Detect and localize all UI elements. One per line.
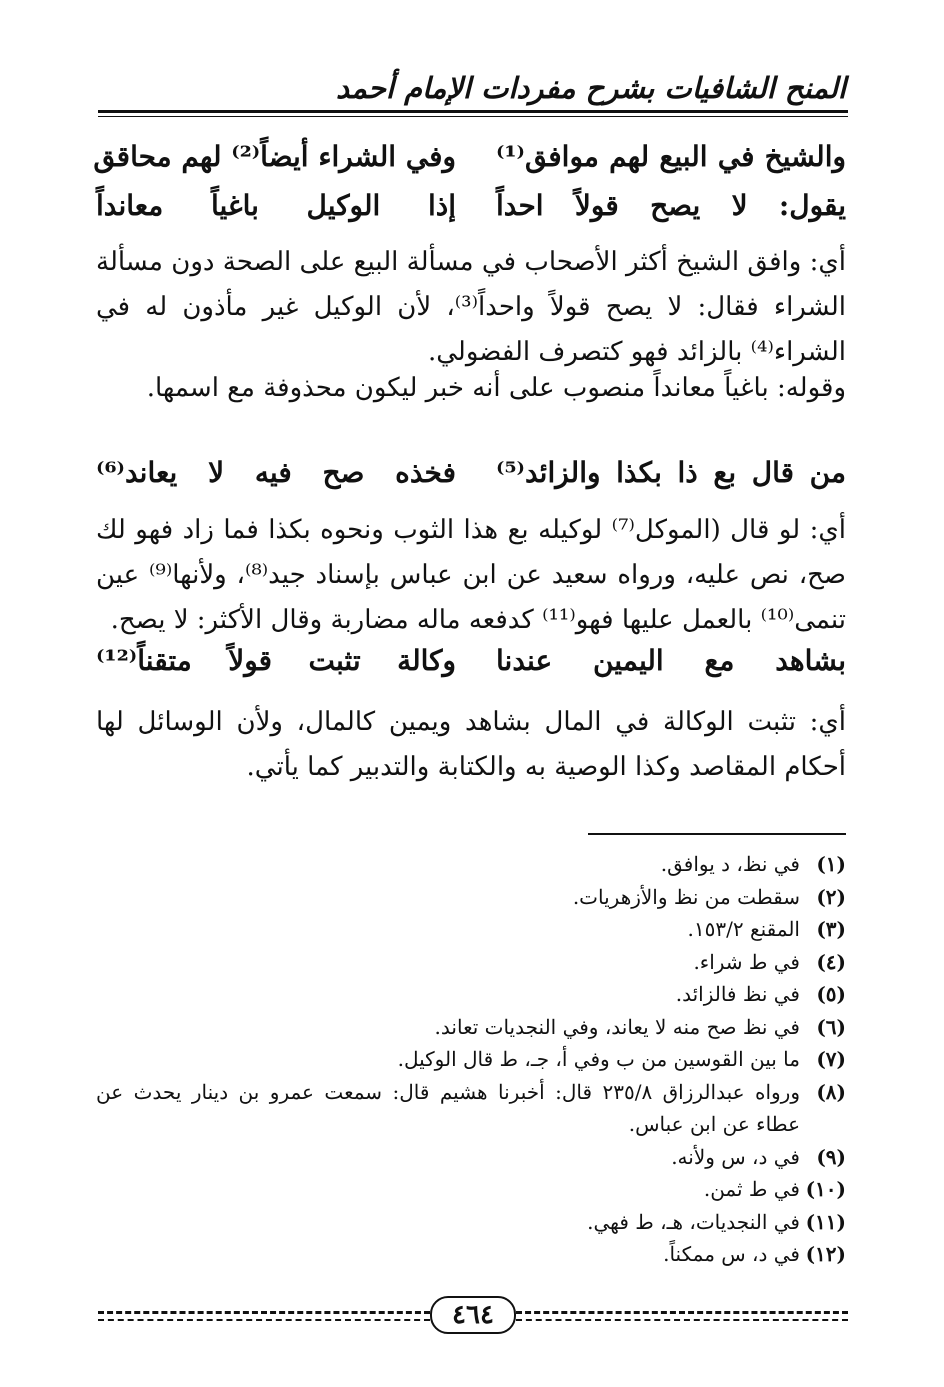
footnote-item <box>96 1076 846 1141</box>
footnote-text: في نظ، د يوافق. <box>660 852 800 876</box>
footer-dashed-rule-right <box>516 1311 848 1314</box>
footnote-number: (١) <box>816 852 846 876</box>
footnote-item <box>96 1011 846 1044</box>
footnote-text: في د، س ولأنه. <box>671 1144 800 1169</box>
page-number: ٤٦٤ <box>430 1296 516 1334</box>
footer-dashed-rule-right-lower <box>516 1319 848 1321</box>
paragraph-text: وقوله: باغياً معانداً منصوب على أنه خبر ليكون محذوفة مع اسمها. <box>146 373 846 403</box>
footnote-item <box>96 946 846 979</box>
footnote-number: (٤) <box>816 949 846 974</box>
footnote-number: (٧) <box>816 1047 846 1071</box>
verse-hemistich-first: بشاهد مع اليمين عندنا <box>496 644 846 677</box>
footer-dashed-rule-left <box>98 1311 430 1314</box>
footnote-number: (١٠) <box>805 1177 846 1201</box>
footnote-text: في نظ صح منه لا يعاند، وفي النجديات تعاند. <box>434 1014 800 1039</box>
footnote-number: (٩) <box>816 1144 846 1169</box>
verse-hemistich-first: من قال بع ذا بكذا والزائد⁽⁵⁾ <box>496 456 846 489</box>
footnote-item <box>96 1043 846 1076</box>
footnote-item <box>96 1141 846 1174</box>
footnote-number: (٥) <box>816 982 846 1006</box>
commentary-paragraph <box>96 240 846 375</box>
footer-dashed-rule-left-lower <box>98 1319 430 1321</box>
footnote-separator <box>588 833 846 835</box>
paragraph-text: أي: تثبت الوكالة في المال بشاهد ويمين كالمال، ولأن الوسائل لها أحكام المقاصد وكذا الوصية به والكتابة والتدبير كما يأتي. <box>96 707 846 782</box>
footnote-text: في النجديات، هـ، ط فهي. <box>587 1209 800 1234</box>
footnote-text: في ط ثمن. <box>703 1177 800 1201</box>
commentary-paragraph <box>96 366 846 411</box>
footnote-text: في د، س ممكناً. <box>663 1242 800 1266</box>
footnotes-list <box>96 848 846 1271</box>
footnote-item <box>96 1173 846 1206</box>
verse-line-4 <box>96 640 846 682</box>
commentary-paragraph <box>96 700 846 790</box>
verse-line-3 <box>96 452 846 494</box>
footnote-number: (٣) <box>816 917 846 941</box>
footnote-item <box>96 978 846 1011</box>
footnote-item <box>96 1238 846 1271</box>
footnote-number: (١٢) <box>805 1242 846 1266</box>
header-rule-thick <box>98 110 848 113</box>
footnote-text: ورواه عبدالرزاق ٢٣٥/٨ قال: أخبرنا هشيم قال: سمعت عمرو بن دينار يحدث عن عطاء عن ابن عباس. <box>96 1079 801 1136</box>
paragraph-text: أي: وافق الشيخ أكثر الأصحاب في مسألة البيع على الصحة دون مسألة الشراء فقال: لا يصح قولاً واحداً⁽³⁾، لأن الوكيل غير مأذون له في الشراء⁽⁴⁾ بالزائد فهو كتصرف الفضولي. <box>96 247 846 367</box>
verse-hemistich-first: يقول: لا يصح قولاً احداً <box>496 189 846 222</box>
verse-hemistich-first: والشيخ في البيع لهم موافق⁽¹⁾ <box>496 140 846 173</box>
footnote-text: ما بين القوسين من ب وفي أ، جـ، ط قال الوكيل. <box>397 1047 800 1071</box>
footnote-number: (١١) <box>805 1209 846 1234</box>
verse-line-2 <box>96 185 846 227</box>
footnote-number: (٦) <box>816 1014 846 1039</box>
footnote-text: سقطت من نظ والأزهريات. <box>572 884 800 909</box>
running-header-title: المنح الشافيات بشرح مفردات الإمام أحمد <box>336 71 846 105</box>
verse-hemistich-second: وكالة تثبت قولاً متقناً⁽¹²⁾ <box>96 644 456 677</box>
paragraph-text: أي: لو قال (الموكل⁽⁷⁾ لوكيله بع هذا الثوب ونحوه بكذا فما زاد فهو لك صح، نص عليه، ورواه سعيد عن ابن عباس بإسناد جيد⁽⁸⁾، ولأنها⁽⁹⁾ عين تنمى⁽¹⁰⁾ بالعمل عليها فهو⁽¹¹⁾ كدفعه ماله مضاربة وقال الأكثر: لا يصح. <box>96 515 846 635</box>
footnote-text: في نظ فالزائد. <box>675 982 800 1006</box>
footnote-number: (٨) <box>816 1079 846 1104</box>
commentary-paragraph <box>96 508 846 643</box>
footnote-item <box>96 1206 846 1239</box>
footnote-item <box>96 848 846 881</box>
header-rule-thin <box>98 116 848 117</box>
verse-hemistich-second: فخذه صح فيه لا يعاند⁽⁶⁾ <box>96 456 456 489</box>
verse-hemistich-second: وفي الشراء أيضاً⁽²⁾ لهم محاقق <box>93 140 456 173</box>
footnote-text: المقنع ١٥٣/٢. <box>687 917 800 941</box>
footnote-item <box>96 913 846 946</box>
verse-line-1 <box>93 136 846 178</box>
footnote-item <box>96 881 846 914</box>
footnote-text: في ط شراء. <box>693 949 800 974</box>
verse-hemistich-second: إذا الوكيل باغياً معانداً <box>96 189 456 222</box>
footnote-number: (٢) <box>816 884 846 909</box>
